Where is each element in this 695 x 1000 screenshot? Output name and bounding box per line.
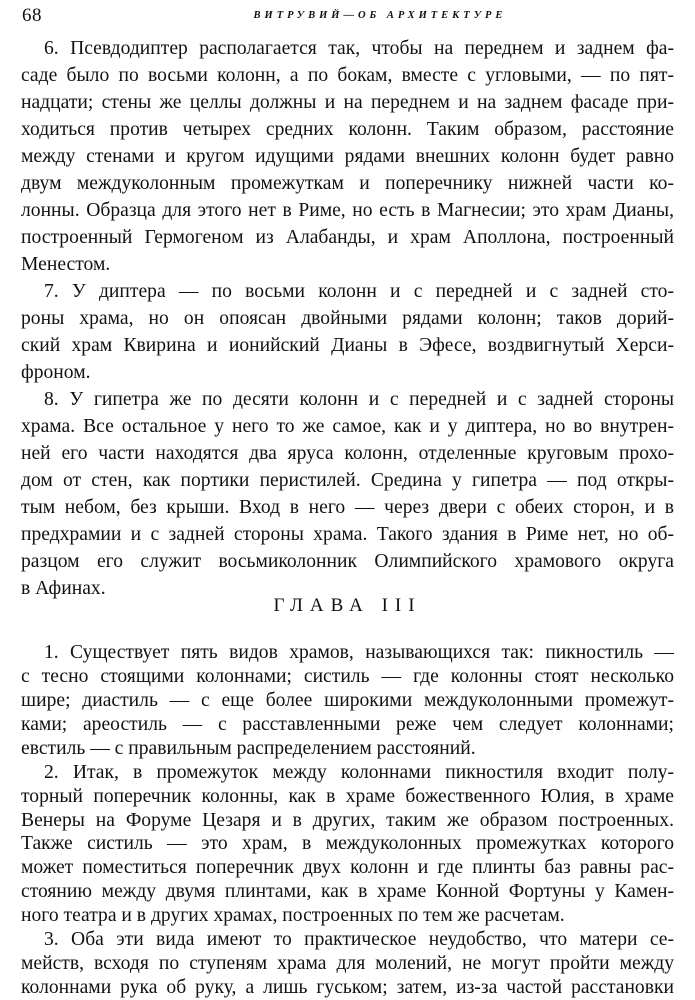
text-line: саде было по восьми колонн, а по бокам, вместе с угловыми, — по пят-: [21, 65, 674, 86]
text-line: ками; ареостиль — с расставленными реже чем следует колоннами;: [21, 714, 674, 735]
text-line: Венеры на Форуме Цезаря и в других, таким же образом построенных.: [21, 810, 674, 831]
text-line: между стенами и кругом идущими рядами внешних колонн будет равно: [21, 146, 674, 167]
text-line: храма. Все остальное у него то же самое, как и у диптера, но во внутрен-: [21, 416, 674, 437]
text-line: ходиться против четырех средних колонн. Таким образом, расстояние: [21, 119, 674, 140]
text-line: тым небом, без крыши. Вход в него — через двери с обеих сторон, и в: [21, 497, 674, 518]
text-line: торный поперечник колонны, как в храме божественного Юлия, в храме: [21, 786, 674, 807]
text-line: в Афинах.: [21, 578, 106, 599]
text-line: Также систиль — это храм, в междуколонных промежутках которого: [21, 833, 674, 854]
text-line: 7. У диптера — по восьми колонн и с передней и с задней сто-: [44, 281, 674, 302]
page-number: 68: [22, 5, 42, 26]
text-line: 3. Оба эти вида имеют то практическое неудобство, что матери се-: [44, 929, 674, 950]
text-line: дом от стен, как портики перистилей. Средина у гипетра — под откры-: [21, 470, 674, 491]
chapter-heading: ГЛАВА III: [273, 595, 422, 616]
text-line: фроном.: [21, 362, 91, 383]
text-line: евстиль — с правильным распределением расстояний.: [21, 738, 476, 759]
page-header: [0, 0, 695, 34]
text-line: ного театра и в других храмах, построенных по тем же расчетам.: [21, 905, 565, 926]
text-line: роны храма, но он опоясан двойными рядами колонн; таков дорий-: [21, 308, 674, 329]
running-title: ВИТРУВИЙ—ОБ АРХИТЕКТУРЕ: [253, 10, 507, 21]
text-line: построенный Гермогеном из Алабанды, и храм Аполлона, построенный: [21, 227, 674, 248]
text-line: ский храм Квирина и ионийский Дианы в Эфесе, воздвигнутый Херси-: [21, 335, 674, 356]
text-line: 6. Псевдодиптер располагается так, чтобы на переднем и заднем фа-: [44, 38, 674, 59]
text-line: шире; диастиль — с еще более широкими междуколонными промежут-: [21, 690, 674, 711]
text-line: с тесно стоящими колоннами; систиль — где колонны стоят несколько: [21, 666, 674, 687]
text-line: лонны. Образца для этого нет в Риме, но есть в Магнесии; это храм Дианы,: [21, 200, 674, 221]
text-line: надцати; стены же целлы должны и на переднем и на заднем фасаде при-: [21, 92, 674, 113]
text-line: Менестом.: [21, 254, 111, 275]
text-line: двум междуколонным промежуткам и поперечнику нижней части ко-: [21, 173, 674, 194]
text-line: 1. Существует пять видов храмов, называющихся так: пикностиль —: [44, 642, 674, 663]
text-line: стоянию между двумя плинтами, как в храме Конной Фортуны у Камен-: [21, 881, 674, 902]
text-line: разцом его служит восьмиколонник Олимпийского храмового округа: [21, 551, 674, 572]
text-line: колоннами рука об руку, а лишь гуськом; затем, из-за частой расстановки: [21, 977, 674, 998]
text-line: предхрамии и с задней стороны храма. Такого здания в Риме нет, но об-: [21, 524, 674, 545]
text-line: может поместиться поперечник двух колонн и где плинты баз равны рас-: [21, 857, 674, 878]
text-line: 8. У гипетра же по десяти колонн и с передней и с задней стороны: [44, 389, 674, 410]
text-line: мейств, всходя по ступеням храма для молений, не могут пройти между: [21, 953, 674, 974]
text-line: ней его части находятся два яруса колонн, отделенные круговым прохо-: [21, 443, 674, 464]
text-line: 2. Итак, в промежуток между колоннами пикностиля входит полу-: [44, 762, 674, 783]
